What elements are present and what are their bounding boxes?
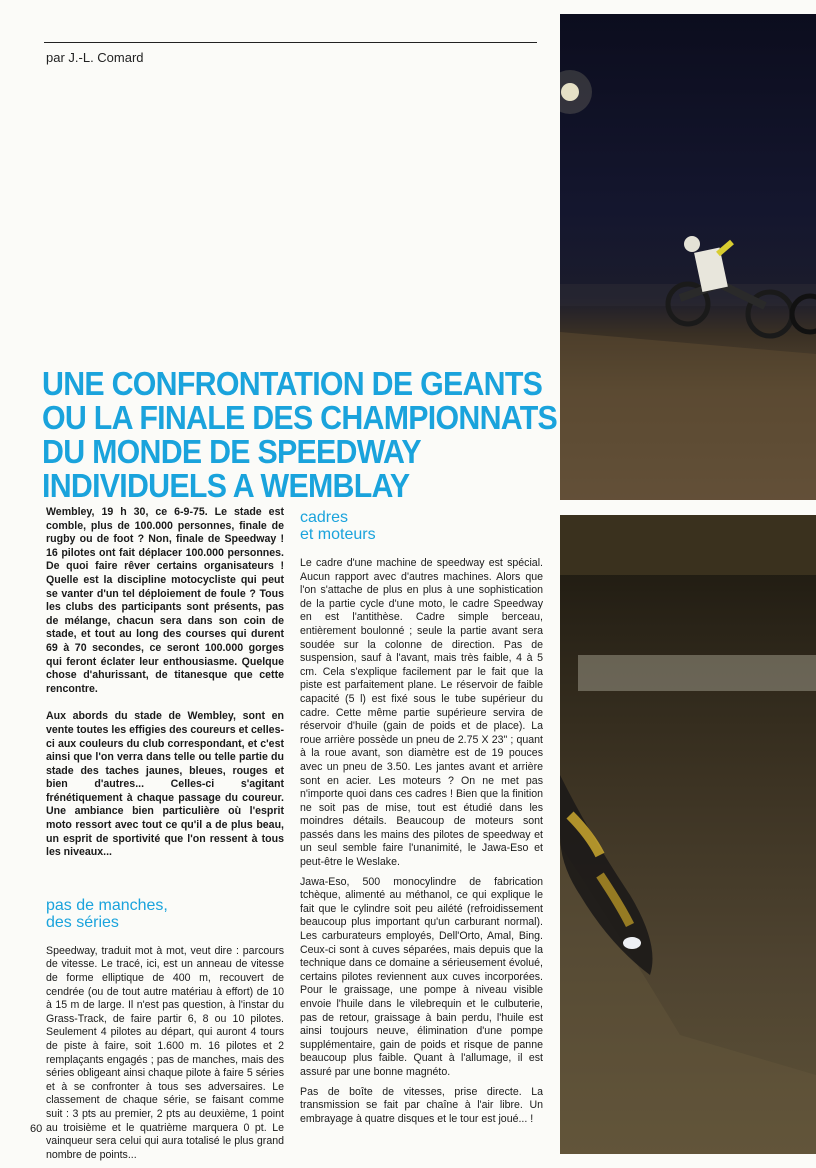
- speedway-blur-photo: [560, 515, 816, 1154]
- page-number: 60: [30, 1123, 43, 1135]
- headline: [42, 365, 558, 504]
- top-rule: [44, 42, 537, 43]
- right-column: [300, 509, 543, 1132]
- speedway-night-photo: [560, 14, 816, 500]
- section-heading-series: [46, 897, 284, 931]
- frames-paragraph-1: Le cadre d'une machine de speedway est spécial. Aucun rapport avec d'autres machines. Alors que l'on s'attache de plus en plus à une sophistication de la partie cycle d'une moto, le cadre Speedway en est l'antithèse. Cadre simple berceau, entièrement boulonné ; seule la partie avant sera soudée sur la colonne de direction. Pas de suspension, sauf à l'avant, mais très faible, 4 à 5 cm. Cela s'explique facilement par le fait que la piste est parfaitement plane. Le réservoir de faible capacité (5 l) est fixé sous le tube supérieur du cadre. Cette même partie supérieure servira de réservoir d'huile (gain de poids et de place). La roue arrière possède un pneu de 2.75 X 23" ; quant à la roue avant, son diamètre est de 19 pouces avec un pneu de 3.50. Les jantes avant et arrière sont en acier. Les moteurs ? On ne met pas n'importe quoi dans ces cadres ! Bien que la finition ne soit pas de mise, tout est étudié dans les moindres détails. Beaucoup de moteurs sont passés dans les mains des pilotes de speedway et un seul semble faire l'unanimité, le Jawa-Eso et peut-être le Weslake.: [300, 557, 543, 869]
- headline-line-4: INDIVIDUELS A WEMBLAY: [42, 467, 410, 504]
- headline-line-3: DU MONDE DE SPEEDWAY: [42, 433, 421, 470]
- section-heading-frames-line-1: cadres: [300, 509, 349, 526]
- left-column: [46, 506, 284, 1168]
- section-heading-frames-line-2: et moteurs: [300, 526, 376, 543]
- headline-line-2: OU LA FINALE DES CHAMPIONNATS: [42, 399, 558, 436]
- lead-paragraph-1: Wembley, 19 h 30, ce 6-9-75. Le stade est comble, plus de 100.000 personnes, finale de rugby ou de foot ? Non, finale de Speedway ! 16 pilotes ont fait déplacer 100.000 personnes. De quoi faire rêver certains organisateurs ! Quelle est la discipline motocycliste qui peut se vanter d'un tel déploiement de foule ? Tous les clubs des participants sont présents, pas de mélange, chacun sera dans son coin de stade, et tout au long des courses qui durent 69 à 70 secondes, ce seront 100.000 gorges qui feront éclater leur enthousiasme. Quelque chose d'ahurissant, de titanesque que cette rencontre.: [46, 506, 284, 695]
- section-series-text: Speedway, traduit mot à mot, veut dire : parcours de vitesse. Le tracé, ici, est un anneau de vitesse de forme elliptique de 400 m, recouvert de cendrée (ou de tout autre matériau à effort) de 10 à 15 m de large. Il n'est pas question, à l'instar du Grass-Track, de faire partir 6, 8 ou 10 pilotes. Seulement 4 pilotes au départ, qui auront 4 tours de piste à faire, soit 1.600 m. 16 pilotes et 2 remplaçants engagés ; pas de manches, mais des séries obligeant ainsi chaque pilote à faire 5 séries et à se confronter à tous ses adversaires. Le classement de chaque série, se faisant comme suit : 3 pts au premier, 2 pts au deuxième, 1 point au troisième et le quatrième marquera 0 pt. Le vainqueur sera celui qui aura totalisé le plus grand nombre de points...: [46, 944, 284, 1161]
- section-heading-frames: [300, 509, 543, 543]
- section-heading-series-line-2: des séries: [46, 913, 119, 931]
- speedway-rider-illustration: [560, 14, 816, 500]
- byline: par J.-L. Comard: [46, 50, 144, 65]
- lead-paragraph-2: Aux abords du stade de Wembley, sont en vente toutes les effigies des coureurs et celles-ci aux couleurs du club correspondant, et c'est ainsi que l'on verra dans telle ou telle partie du stade des taches jaunes, bleues, rouges et bien d'autres... Celles-ci s'agitant frénétiquement à chaque passage du coureur. Une ambiance bien particulière où l'esprit moto ressort avec tout ce qu'il a de plus beau, un esprit de sportivité que l'on ressent à tous les niveaux...: [46, 710, 284, 859]
- frames-paragraph-2: Jawa-Eso, 500 monocylindre de fabrication tchèque, alimenté au méthanol, ce qui explique le fait que le cylindre soit peu ailété (refroidissement beaucoup plus important qu'un carburant normal). Les carburateurs employés, Dell'Orto, Amal, Bing. Ceux-ci sont à cuves séparées, mais depuis que la technique dans ce domaine a sérieusement évolué, certains pilotes reviennent aux cuves incorporées. Pour le graissage, une pompe à niveau visible envoie l'huile dans le vilebrequin et le culbuterie, pas de retour, graissage à bain perdu, l'huile est ainsi toujours neuve, élimination d'une pompe supplémentaire, gain de poids et risque de panne beaucoup plus faible. Quant à l'allumage, il est assuré par une bonne magnéto.: [300, 875, 543, 1078]
- headline-line-1: UNE CONFRONTATION DE GEANTS: [42, 365, 543, 402]
- section-heading-series-line-1: pas de manches,: [46, 896, 168, 914]
- motion-blur-illustration: [560, 515, 816, 1154]
- frames-paragraph-3: Pas de boîte de vitesses, prise directe. La transmission se fait par chaîne à l'air libre. Un embrayage à quatre disques et le tour est joué... !: [300, 1085, 543, 1125]
